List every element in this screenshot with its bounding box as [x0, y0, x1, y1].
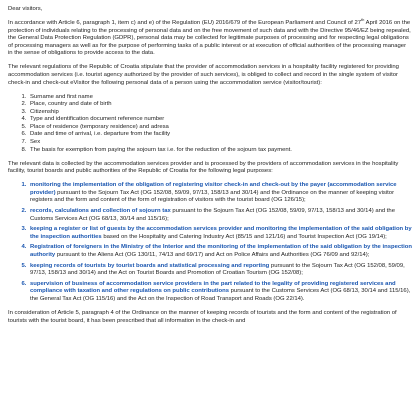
legal-purposes-list [8, 182, 412, 303]
personal-data-item: 7. Sex [28, 139, 412, 147]
legal-purpose-item [28, 182, 412, 205]
consideration-paragraph: In consideration of Article 5, paragraph 4 of the Ordinance on the manner of keeping records of tourists and the form and content of the registration of tourists with the tourist board, it has been prescribed that all information in the check-in and [8, 309, 397, 324]
personal-data-item: 1. Surname and first name [28, 94, 412, 102]
relevant-regulations-paragraph: The relevant regulations of the Republic of Croatia stipulate that the provider of accommodation services in a hospitality facility registered for providing accommodation services (i.e. tourist agency authorized by the provider of such services), is obliged to collect and record in the single system of visitor check-in and check-out eVisitor the following personal data of a person using the accommodation service (visitor/tourist): [8, 64, 399, 86]
personal-data-item: 6. Date and time of arrival, i.e. departure from the facility [28, 131, 412, 139]
legal-purpose-item [28, 263, 412, 278]
greeting: Dear visitors, [8, 6, 43, 12]
personal-data-item: 2. Place, country and date of birth [28, 101, 412, 109]
purpose-text: pursuant to the Sojourn Tax Act (OG 152/08, 59/09, 97/13, 158/13 and 30/14) and the Act on Tourist Boards and Promotion of Croatian Tourism (OG 152/08); [30, 262, 405, 277]
purpose-text: pursuant to the Aliens Act (OG 130/11, 74/13 and 69/17) and Act on Police Affairs and Authorities (OG 76/09 and 92/14); [55, 251, 370, 258]
purpose-text: pursuant to the Customs Services Act (OG 68/13, 30/14 and 115/16), the General Tax Act (OG 115/16) and the Act on the Inspection of Road Transport and Roads (OG 22/14). [30, 288, 411, 302]
intro-text-1: In accordance with Article 6, paragraph 1, item c) and e) of the Regulation (EU) 2016/679 of the European Parliament and Council of 27 [8, 19, 361, 26]
legal-purpose-item [28, 208, 412, 223]
personal-data-item: 8. The basis for exemption from paying the sojourn tax i.e. for the reduction of the sojourn tax payment. [28, 147, 412, 155]
collected-by-paragraph: The relevant data is collected by the accommodation services provider and is processed by the providers of accommodation services in the hospitality facility, tourist boards and public authorities of the Republic of Croatia for the following legal purposes: [8, 160, 399, 175]
purpose-highlight: keeping records of tourists by tourist boards and statistical processing and reporting [30, 262, 270, 269]
legal-purpose-item [28, 226, 412, 241]
intro-ordinal-suffix: th [361, 17, 365, 23]
personal-data-item: 5. Place of residence (temporary residence) and adresa [28, 124, 412, 132]
purpose-text: pursuant to the Sojourn Tax Act (OG 152/08, 59/09, 97/13, 158/13 and 30/14) and the Customs Services Act (OG 68/13, 30/14 and 115/16); [30, 208, 395, 222]
legal-purpose-item [28, 244, 412, 259]
purpose-highlight: keeping a register or list of guests by the accommodation services provider and monitoring the implementation of the said obligation by the inspection authorities [30, 226, 412, 240]
purpose-highlight: Registration of foreigners in the Ministry of the Interior and the monitoring of the implementation of the said obligation by the inspection authority [30, 244, 412, 258]
purpose-highlight: records, calculations and collection of sojourn tax [30, 208, 171, 215]
legal-purpose-item [28, 281, 412, 304]
personal-data-list [8, 94, 412, 155]
personal-data-item: 3. Citizenship [28, 109, 412, 117]
purpose-text: pursuant to the Sojourn Tax Act (OG 152/08, 59/09, 97/13, 158/13 and 30/14) and the Ordinance on the manner of keeping visitor registers and the form and content of the form of registration of visitors with the tourist board (OG 126/15); [30, 189, 395, 204]
intro-text-2: April 2016 on the protection of individuals relating to the processing of personal data and on the free movement of such data and with the Directive 95/46/EZ being repealed, the General Data Protection Regulation (GDPR), personal data may be collected for legitimate purposes of processing and for respecting legal obligations of processing managers as well as for the purpose of performing tasks of a public interest or at execution of official authorities of the processing manager in the sense of obligations to provide access to the data. [8, 19, 411, 57]
intro-paragraph [8, 17, 412, 58]
purpose-text: based on the Hospitality and Catering Industry Act (85/15 and 121/16) and Tourist Inspection Act (OG 19/14); [101, 233, 387, 240]
purpose-highlight: supervision of business of accommodation service providers in the part related to the legality of providing registered services and compliance with taxation and other regulations on public contributions [30, 280, 396, 295]
personal-data-item: 4. Type and identification document reference number [28, 116, 412, 124]
purpose-highlight: monitoring the implementation of the obligation of registering visitor check-in and check-out by the payer (accommodation service provider) [30, 182, 397, 196]
